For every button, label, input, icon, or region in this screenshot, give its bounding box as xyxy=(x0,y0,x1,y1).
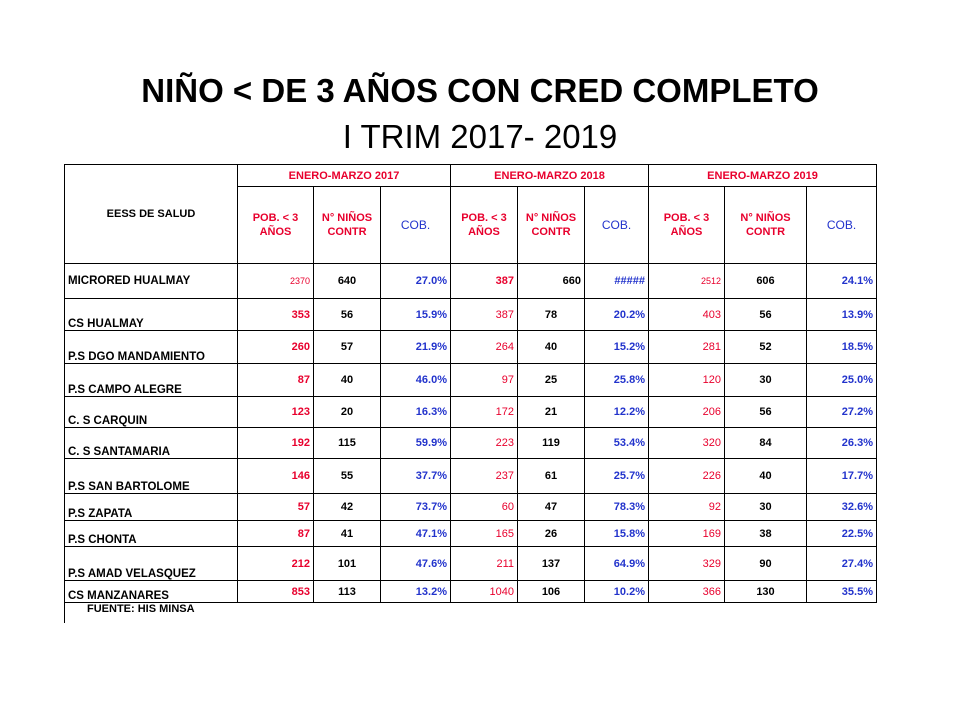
pob-cell: 353 xyxy=(238,299,314,331)
cob-cell: 47.1% xyxy=(381,521,451,547)
ninos-cell: 106 xyxy=(518,581,585,603)
pob-cell: 206 xyxy=(649,397,725,428)
pob-cell: 226 xyxy=(649,459,725,494)
source-note: FUENTE: HIS MINSA xyxy=(65,603,877,624)
pob-cell: 57 xyxy=(238,494,314,521)
table-row xyxy=(65,264,877,299)
cob-cell: ##### xyxy=(585,264,649,299)
row-name: P.S ZAPATA xyxy=(65,494,238,521)
eess-header: EESS DE SALUD xyxy=(65,165,238,264)
pob-cell: 2512 xyxy=(649,264,725,299)
ninos-cell: 40 xyxy=(725,459,807,494)
table-body xyxy=(65,264,877,603)
pob-cell: 853 xyxy=(238,581,314,603)
ninos-cell: 606 xyxy=(725,264,807,299)
ninos-cell: 30 xyxy=(725,494,807,521)
cob-cell: 15.8% xyxy=(585,521,649,547)
ninos-cell: 56 xyxy=(725,299,807,331)
ninos-cell: 20 xyxy=(314,397,381,428)
cob-cell: 32.6% xyxy=(807,494,877,521)
ninos-cell: 119 xyxy=(518,428,585,459)
ninos-cell: 56 xyxy=(314,299,381,331)
row-name: P.S SAN BARTOLOME xyxy=(65,459,238,494)
cob-cell: 20.2% xyxy=(585,299,649,331)
cob-cell: 15.9% xyxy=(381,299,451,331)
cob-header: COB. xyxy=(381,187,451,264)
pob-cell: 123 xyxy=(238,397,314,428)
ninos-header: N° NIÑOS CONTR xyxy=(725,187,807,264)
ninos-cell: 90 xyxy=(725,547,807,581)
period-2017-header: ENERO-MARZO 2017 xyxy=(238,165,451,187)
pob-header: POB. < 3 AÑOS xyxy=(238,187,314,264)
ninos-cell: 40 xyxy=(314,364,381,397)
ninos-cell: 84 xyxy=(725,428,807,459)
pob-cell: 1040 xyxy=(451,581,518,603)
ninos-cell: 40 xyxy=(518,331,585,364)
cob-header: COB. xyxy=(585,187,649,264)
table-row xyxy=(65,397,877,428)
row-name: CS MANZANARES xyxy=(65,581,238,603)
ninos-cell: 78 xyxy=(518,299,585,331)
page-title: NIÑO < DE 3 AÑOS CON CRED COMPLETO xyxy=(141,72,819,109)
pob-cell: 172 xyxy=(451,397,518,428)
table-row xyxy=(65,364,877,397)
ninos-cell: 52 xyxy=(725,331,807,364)
pob-cell: 165 xyxy=(451,521,518,547)
pob-cell: 387 xyxy=(451,264,518,299)
cob-cell: 53.4% xyxy=(585,428,649,459)
cob-cell: 15.2% xyxy=(585,331,649,364)
cob-cell: 37.7% xyxy=(381,459,451,494)
table-row xyxy=(65,547,877,581)
table-row xyxy=(65,494,877,521)
ninos-cell: 47 xyxy=(518,494,585,521)
row-name: CS HUALMAY xyxy=(65,299,238,331)
pob-header: POB. < 3 AÑOS xyxy=(451,187,518,264)
pob-cell: 264 xyxy=(451,331,518,364)
pob-cell: 146 xyxy=(238,459,314,494)
cob-cell: 13.2% xyxy=(381,581,451,603)
ninos-cell: 57 xyxy=(314,331,381,364)
ninos-cell: 137 xyxy=(518,547,585,581)
pob-cell: 403 xyxy=(649,299,725,331)
row-name: C. S CARQUIN xyxy=(65,397,238,428)
ninos-cell: 113 xyxy=(314,581,381,603)
row-name: P.S AMAD VELASQUEZ xyxy=(65,547,238,581)
pob-cell: 2370 xyxy=(238,264,314,299)
cob-cell: 46.0% xyxy=(381,364,451,397)
table-row xyxy=(65,428,877,459)
pob-cell: 120 xyxy=(649,364,725,397)
table-row xyxy=(65,581,877,603)
table-row xyxy=(65,459,877,494)
row-name: MICRORED HUALMAY xyxy=(65,264,238,299)
pob-cell: 212 xyxy=(238,547,314,581)
cob-cell: 26.3% xyxy=(807,428,877,459)
table-row xyxy=(65,299,877,331)
pob-cell: 211 xyxy=(451,547,518,581)
pob-header: POB. < 3 AÑOS xyxy=(649,187,725,264)
cob-cell: 64.9% xyxy=(585,547,649,581)
ninos-cell: 61 xyxy=(518,459,585,494)
table-row xyxy=(65,331,877,364)
pob-cell: 320 xyxy=(649,428,725,459)
ninos-cell: 30 xyxy=(725,364,807,397)
period-2019-header: ENERO-MARZO 2019 xyxy=(649,165,877,187)
row-name: P.S CAMPO ALEGRE xyxy=(65,364,238,397)
pob-cell: 223 xyxy=(451,428,518,459)
pob-cell: 366 xyxy=(649,581,725,603)
cob-cell: 47.6% xyxy=(381,547,451,581)
cob-cell: 78.3% xyxy=(585,494,649,521)
pob-cell: 192 xyxy=(238,428,314,459)
pob-cell: 92 xyxy=(649,494,725,521)
cob-cell: 27.4% xyxy=(807,547,877,581)
ninos-cell: 130 xyxy=(725,581,807,603)
cob-cell: 73.7% xyxy=(381,494,451,521)
cob-cell: 16.3% xyxy=(381,397,451,428)
cob-cell: 27.2% xyxy=(807,397,877,428)
ninos-cell: 26 xyxy=(518,521,585,547)
coverage-table xyxy=(64,164,877,623)
pob-cell: 387 xyxy=(451,299,518,331)
cob-cell: 10.2% xyxy=(585,581,649,603)
pob-cell: 329 xyxy=(649,547,725,581)
cob-cell: 25.0% xyxy=(807,364,877,397)
ninos-cell: 25 xyxy=(518,364,585,397)
row-name: P.S CHONTA xyxy=(65,521,238,547)
ninos-cell: 660 xyxy=(518,264,585,299)
ninos-cell: 101 xyxy=(314,547,381,581)
pob-cell: 260 xyxy=(238,331,314,364)
row-name: P.S DGO MANDAMIENTO xyxy=(65,331,238,364)
ninos-cell: 115 xyxy=(314,428,381,459)
cob-cell: 27.0% xyxy=(381,264,451,299)
period-2018-header: ENERO-MARZO 2018 xyxy=(451,165,649,187)
pob-cell: 87 xyxy=(238,364,314,397)
ninos-cell: 56 xyxy=(725,397,807,428)
ninos-cell: 42 xyxy=(314,494,381,521)
pob-cell: 87 xyxy=(238,521,314,547)
cob-cell: 13.9% xyxy=(807,299,877,331)
page-subtitle: I TRIM 2017- 2019 xyxy=(342,118,618,155)
ninos-cell: 55 xyxy=(314,459,381,494)
pob-cell: 97 xyxy=(451,364,518,397)
cob-cell: 22.5% xyxy=(807,521,877,547)
row-name: C. S SANTAMARIA xyxy=(65,428,238,459)
ninos-cell: 640 xyxy=(314,264,381,299)
ninos-cell: 21 xyxy=(518,397,585,428)
cob-cell: 21.9% xyxy=(381,331,451,364)
cob-cell: 18.5% xyxy=(807,331,877,364)
pob-cell: 237 xyxy=(451,459,518,494)
ninos-header: N° NIÑOS CONTR xyxy=(518,187,585,264)
ninos-cell: 38 xyxy=(725,521,807,547)
cob-cell: 12.2% xyxy=(585,397,649,428)
pob-cell: 169 xyxy=(649,521,725,547)
ninos-cell: 41 xyxy=(314,521,381,547)
pob-cell: 281 xyxy=(649,331,725,364)
pob-cell: 60 xyxy=(451,494,518,521)
cob-header: COB. xyxy=(807,187,877,264)
table-row xyxy=(65,521,877,547)
cob-cell: 24.1% xyxy=(807,264,877,299)
cob-cell: 25.8% xyxy=(585,364,649,397)
cob-cell: 35.5% xyxy=(807,581,877,603)
cob-cell: 59.9% xyxy=(381,428,451,459)
cob-cell: 17.7% xyxy=(807,459,877,494)
ninos-header: N° NIÑOS CONTR xyxy=(314,187,381,264)
cob-cell: 25.7% xyxy=(585,459,649,494)
